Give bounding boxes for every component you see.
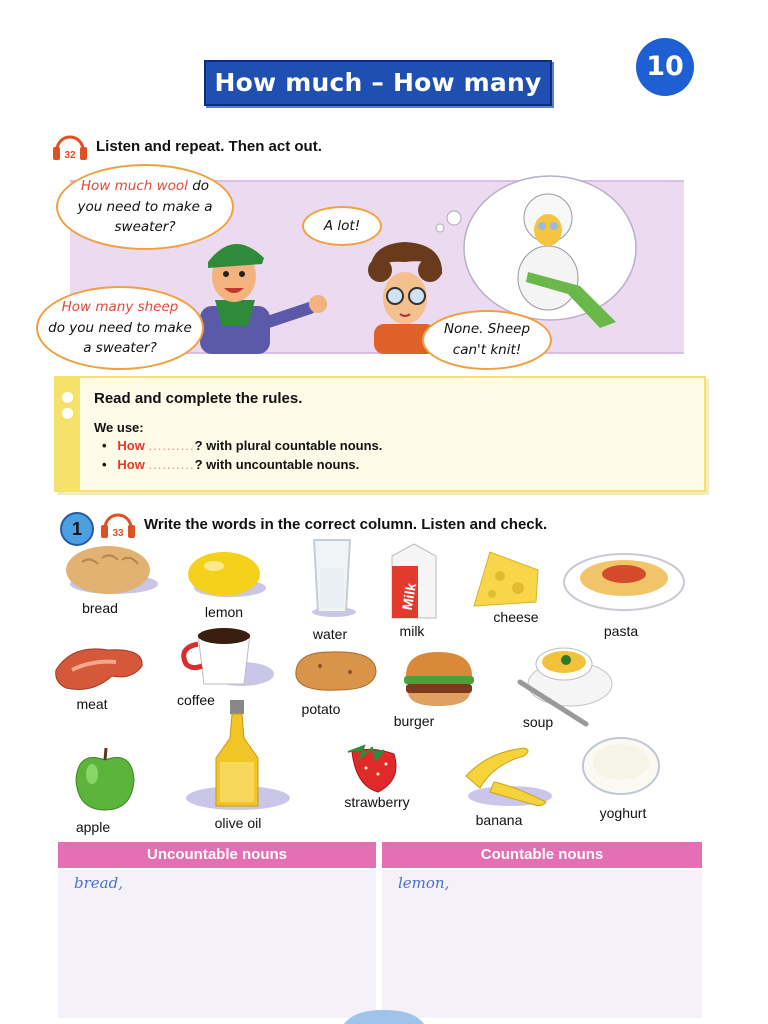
uncountable-answer-area[interactable] [58,870,376,1018]
potato-illustration [290,646,380,696]
rule-blank[interactable]: .......... [148,457,195,472]
meat-illustration [52,640,148,696]
rule-text: ? with uncountable nouns. [194,457,360,472]
yoghurt-bowl-illustration [580,732,662,796]
exercise-number-badge: 1 [60,512,94,546]
column-header-uncountable: Uncountable nouns [58,842,376,868]
title-banner [204,60,552,106]
speech-bubble-a-lot [302,206,382,246]
food-label-cheese: cheese [493,609,539,625]
column-header-countable: Countable nouns [382,842,702,868]
speech-bubble-how-many-sheep [36,286,204,370]
cheese-illustration [470,546,542,610]
exercise-instruction: Write the words in the correct column. Listen and check. [144,516,548,533]
food-label-strawberry: strawberry [344,794,410,810]
bubble-text: can't knit! [452,342,522,358]
olive-oil-bottle-illustration [182,698,290,812]
headphones-icon[interactable] [52,130,88,162]
bubble-text: do [192,177,210,194]
rule-how: How [117,438,145,453]
notebook-strip [56,378,80,490]
water-glass-illustration [306,538,358,618]
speech-bubble-none-sheep [422,310,552,370]
food-label-olive-oil: olive oil [214,815,262,831]
food-label-lemon: lemon [204,604,244,620]
boy-character-illustration [180,228,340,354]
uncountable-example: bread, [74,874,123,892]
track-number: 32 [64,150,76,161]
food-label-meat: meat [76,696,108,712]
banana-illustration [458,742,554,810]
countable-example: lemon, [398,874,450,892]
burger-illustration [400,648,478,710]
milk-carton-text: Milk [398,581,420,612]
food-label-apple: apple [75,819,111,835]
milk-carton-illustration [388,540,440,620]
binder-hole [62,408,73,419]
rule-how: How [117,457,145,472]
rules-box [54,376,706,492]
food-label-yoghurt: yoghurt [599,805,647,821]
food-label-water: water [312,626,348,642]
page-title: How much – How many [214,68,542,97]
rule-item-plural [102,438,382,453]
bubble-text: do you need to make [48,319,192,336]
food-label-soup: soup [522,714,554,730]
rule-blank[interactable]: .......... [148,438,195,453]
strawberry-illustration [342,744,404,794]
food-label-potato: potato [301,701,341,717]
track-number: 33 [112,528,124,539]
food-label-banana: banana [475,812,523,828]
food-label-burger: burger [393,713,435,729]
food-label-coffee: coffee [177,692,215,708]
bubble-text: a sweater? [83,340,157,357]
lemon-illustration [186,548,268,600]
bubble-text: sweater? [114,219,176,236]
bubble-text-red: How many sheep [61,298,179,315]
bullet: • [102,457,107,472]
binder-hole [62,392,73,403]
food-label-pasta: pasta [603,623,639,639]
unit-number-badge: 10 [636,38,694,96]
we-use-label: We use: [94,420,144,435]
coffee-cup-illustration [176,626,276,690]
rule-item-uncountable [102,457,359,472]
bubble-text-red: How much wool [80,177,188,194]
food-label-bread: bread [82,600,118,616]
food-label-milk: milk [399,623,425,639]
bullet: • [102,438,107,453]
bread-illustration [62,540,162,598]
countable-answer-area[interactable] [382,870,702,1018]
bubble-text: A lot! [323,217,361,234]
page-number-tab [344,1010,424,1024]
rule-text: ? with plural countable nouns. [194,438,383,453]
headphones-icon[interactable] [100,508,136,540]
rules-heading: Read and complete the rules. [94,390,303,407]
bubble-text: you need to make a [77,198,213,215]
speech-bubble-how-much-wool [56,164,234,250]
listen-instruction: Listen and repeat. Then act out. [96,138,322,155]
pasta-plate-illustration [562,542,686,612]
apple-illustration [70,746,140,814]
bubble-text: None. Sheep [443,321,531,338]
